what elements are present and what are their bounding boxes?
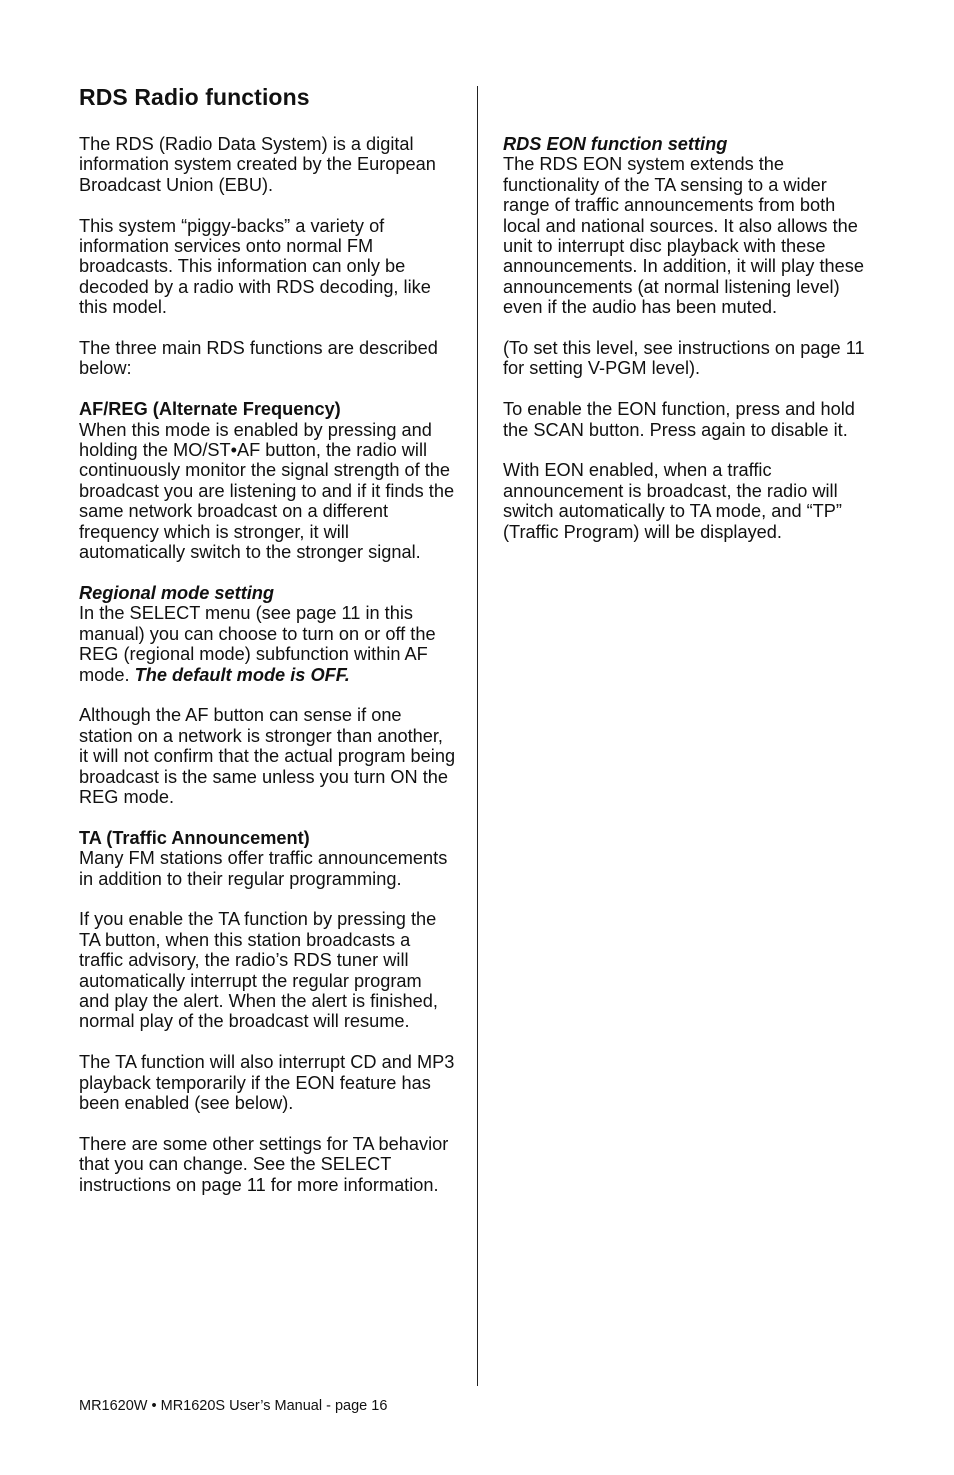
left-column	[79, 134, 457, 1215]
eon-paragraph-4: With EON enabled, when a traffic announcement is broadcast, the radio will switch automatically to TA mode, and “TP” (Traffic Program) will be displayed.	[503, 460, 842, 542]
intro-paragraph-2: This system “piggy-backs” a variety of information services onto normal FM broadcasts. This information can only be decoded by a radio with RDS decoding, like this model.	[79, 215, 431, 318]
regional-body: In the SELECT menu (see page 11 in this manual) you can choose to turn on or off the REG (regional mode) subfunction within AF mode.	[79, 603, 436, 685]
af-note-paragraph: Although the AF button can sense if one station on a network is stronger than another, it will not confirm that the actual program being broadcast is the same unless you turn ON the REG mode.	[79, 705, 456, 807]
ta-paragraph-3: The TA function will also interrupt CD and MP3 playback temporarily if the EON feature has been enabled (see below).	[79, 1052, 455, 1113]
ta-paragraph-2: If you enable the TA function by pressing the TA button, when this station broadcasts a traffic advisory, the radio’s RDS tuner will automatically interrupt the regular program and play the alert. When the alert is finished, normal play of the broadcast will resume.	[79, 909, 438, 1032]
eon-body-1: The RDS EON system extends the functionality of the TA sensing to a wider range of traffic announcements from both local and national sources. It also allows the unit to interrupt disc playback with these announcements. In addition, it will play these announcements (at normal listening level) even if the audio has been muted.	[503, 154, 864, 318]
ta-section	[79, 828, 457, 889]
intro-paragraph-3: The three main RDS functions are described below:	[79, 338, 438, 379]
page-footer: MR1620W • MR1620S User’s Manual - page 16	[79, 1398, 388, 1414]
ta-paragraph-4: There are some other settings for TA behavior that you can change. See the SELECT instructions on page 11 for more information.	[79, 1133, 449, 1195]
eon-section	[503, 134, 875, 318]
regional-heading: Regional mode setting	[79, 582, 275, 603]
eon-heading: RDS EON function setting	[503, 134, 728, 154]
page-title: RDS Radio functions	[79, 84, 310, 110]
regional-section	[79, 583, 457, 685]
column-divider	[477, 86, 478, 1386]
eon-paragraph-2: (To set this level, see instructions on page 11 for setting V-PGM level).	[503, 338, 865, 379]
af-section	[79, 399, 457, 562]
ta-body-1: Many FM stations offer traffic announcements in addition to their regular programming.	[79, 848, 448, 889]
intro-paragraph-1: The RDS (Radio Data System) is a digital information system created by the European Broadcast Union (EBU).	[79, 134, 436, 195]
regional-default-note: The default mode is OFF.	[134, 664, 350, 685]
eon-paragraph-3: To enable the EON function, press and hold the SCAN button. Press again to disable it.	[503, 399, 855, 440]
ta-heading: TA (Traffic Announcement)	[79, 827, 310, 848]
af-heading: AF/REG (Alternate Frequency)	[79, 399, 341, 420]
af-body: When this mode is enabled by pressing and holding the MO/ST•AF button, the radio will continuously monitor the signal strength of the broadcast you are listening to and if it finds the same network broadcast on a different frequency which is stronger, it will automatically switch to the stronger signal.	[79, 419, 455, 563]
right-column	[503, 134, 875, 562]
